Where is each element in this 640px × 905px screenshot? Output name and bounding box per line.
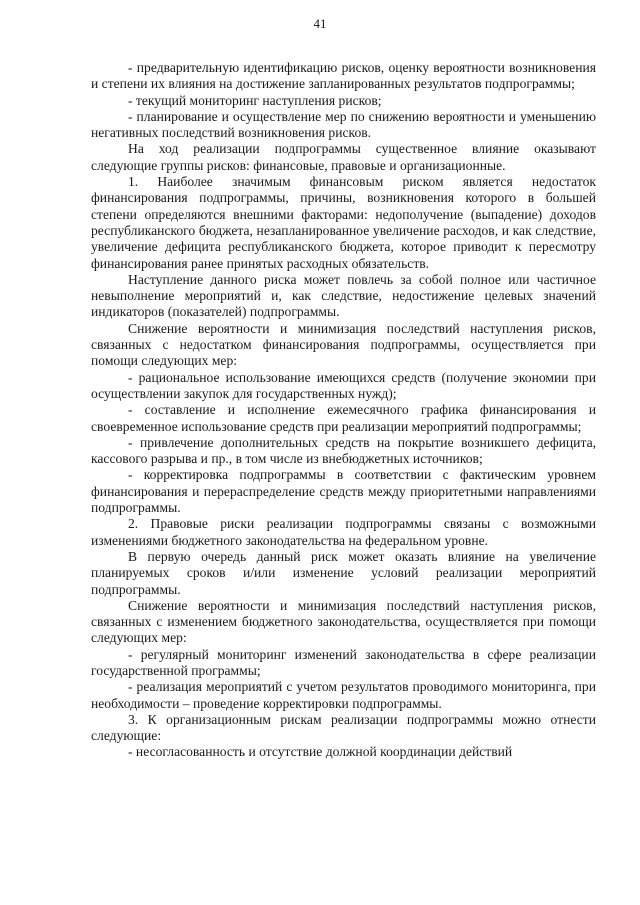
paragraph: - привлечение дополнительных средств на покрытие возникшего дефицита, кассового разрыва и пр., в том числе из внебюджетных источников;: [91, 434, 596, 467]
paragraph: - предварительную идентификацию рисков, оценку вероятности возникновения и степени их влияния на достижение запланированных результатов подпрограммы;: [91, 60, 596, 92]
paragraph: - регулярный мониторинг изменений законодательства в сфере реализации государственной программы;: [91, 646, 596, 678]
paragraph: - текущий мониторинг наступления рисков;: [128, 92, 382, 108]
paragraph: Снижение вероятности и минимизация последствий наступления рисков, связанных с недостатком финансирования подпрограммы, осуществляется при помощи следующих мер:: [91, 320, 596, 369]
paragraph: - рациональное использование имеющихся средств (получение экономии при осуществлении закупок для государственных нужд);: [91, 369, 596, 401]
page-number: 41: [313, 16, 327, 31]
paragraph: - реализация мероприятий с учетом результатов проводимого мониторинга, при необходимости – проведение корректировки подпрограммы.: [91, 679, 596, 711]
paragraph: 1. Наиболее значимым финансовым риском является недостаток финансирования подпрограммы, причины, возникновения которого в большей степени определяются внешними факторами: недополучение (выпадение) доходов республиканского бюджета, незапланированное увеличение расходов, и как следствие, увеличение дефицита республиканского бюджета, которое приводит к пересмотру финансирования ранее принятых расходных обязательств.: [91, 174, 596, 271]
body-text: [91, 60, 596, 761]
paragraph: В первую очередь данный риск может оказать влияние на увеличение планируемых сроков и/или изменение условий реализации мероприятий подпрограммы.: [91, 548, 596, 597]
paragraph: - корректировка подпрограммы в соответствии с фактическим уровнем финансирования и перераспределение средств между приоритетными направлениями подпрограммы.: [91, 467, 596, 516]
paragraph: На ход реализации подпрограммы существенное влияние оказывают следующие группы рисков: финансовые, правовые и организационные.: [91, 141, 596, 173]
paragraph: 2. Правовые риски реализации подпрограммы связаны с возможными изменениями бюджетного законодательства на федеральном уровне.: [91, 516, 596, 548]
paragraph: Наступление данного риска может повлечь за собой полное или частичное невыполнение мероприятий и, как следствие, недостижение целевых значений индикаторов (показателей) подпрограммы.: [91, 271, 596, 320]
paragraph: - составление и исполнение ежемесячного графика финансирования и своевременное использование средств при реализации мероприятий подпрограммы;: [91, 402, 596, 434]
paragraph: Снижение вероятности и минимизация последствий наступления рисков, связанных с изменением бюджетного законодательства, осуществляется при помощи следующих мер:: [91, 597, 596, 646]
paragraph: - несогласованность и отсутствие должной координации действий: [128, 744, 513, 760]
paragraph: 3. К организационным рискам реализации подпрограммы можно отнести следующие:: [91, 711, 596, 744]
paragraph: - планирование и осуществление мер по снижению вероятности и уменьшению негативных последствий возникновения рисков.: [91, 108, 596, 141]
